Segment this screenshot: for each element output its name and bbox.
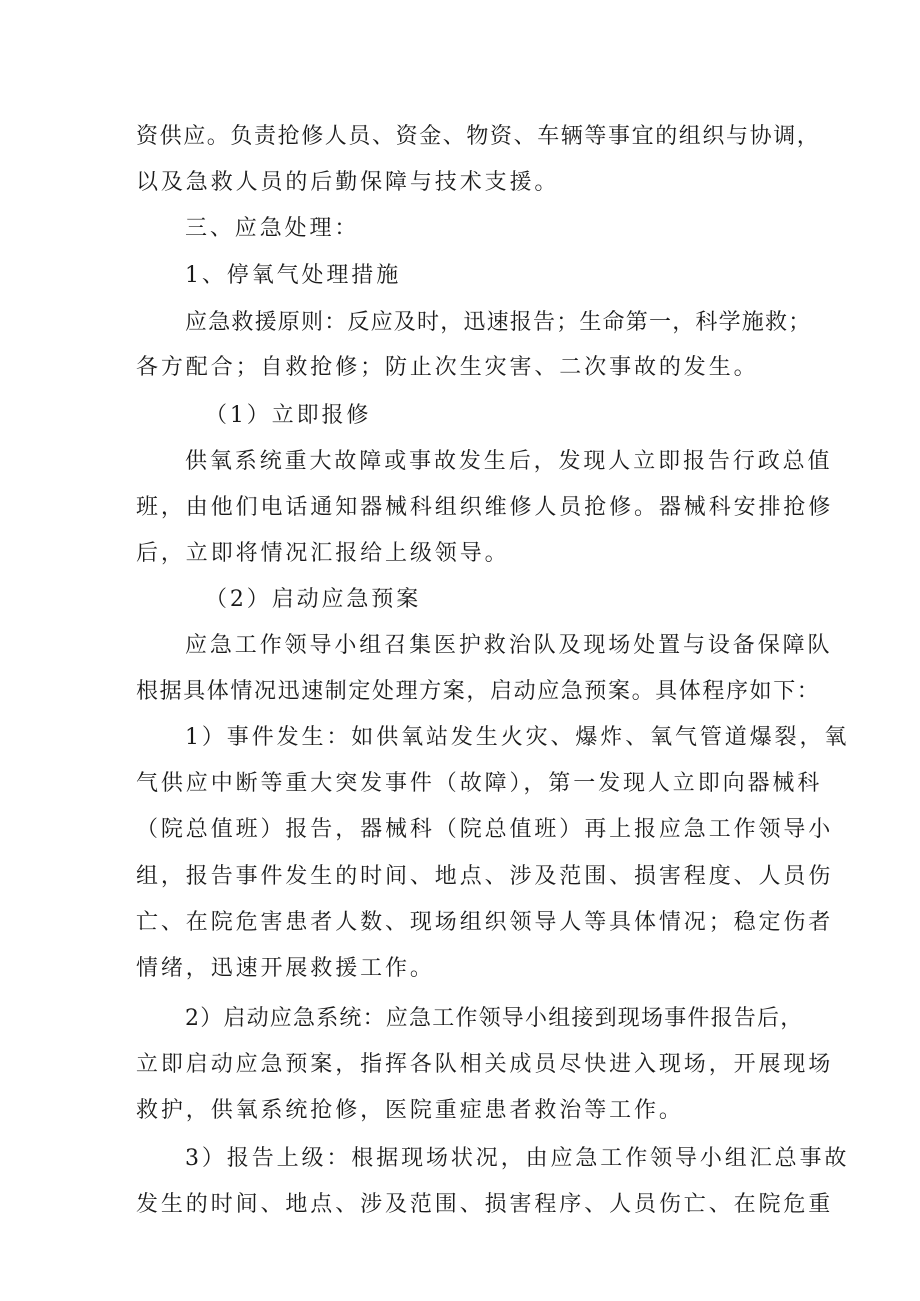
paragraph-line: 发生的时间、地点、涉及范围、损害程序、人员伤亡、在院危重 xyxy=(136,1192,834,1217)
paragraph-line: 1）事件发生：如供氧站发生火灾、爆炸、氧气管道爆裂，氧 xyxy=(185,725,850,750)
section-heading: 三、应急处理： xyxy=(185,216,360,241)
paragraph-line: 应急救援原则：反应及时，迅速报告；生命第一，科学施救； xyxy=(185,310,812,335)
paragraph-line: 立即启动应急预案，指挥各队相关成员尽快进入现场，开展现场 xyxy=(136,1052,834,1077)
paragraph-line: 班，由他们电话通知器械科组织维修人员抢修。器械科安排抢修 xyxy=(136,495,834,520)
item-heading: （1）立即报修 xyxy=(205,403,372,428)
paragraph-line: 组，报告事件发生的时间、地点、涉及范围、损害程度、人员伤 xyxy=(136,864,834,889)
paragraph-line: 应急工作领导小组召集医护救治队及现场处置与设备保障队 xyxy=(185,633,833,658)
paragraph-line: 亡、在院危害患者人数、现场组织领导人等具体情况；稳定伤者 xyxy=(136,910,834,935)
paragraph-line: 后，立即将情况汇报给上级领导。 xyxy=(136,541,510,566)
paragraph-line: 2）启动应急系统：应急工作领导小组接到现场事件报告后， xyxy=(185,1006,804,1031)
paragraph-line: 资供应。负责抢修人员、资金、物资、车辆等事宜的组织与协调， xyxy=(136,124,821,149)
paragraph-line: 供氧系统重大故障或事故发生后，发现人立即报告行政总值 xyxy=(185,449,833,474)
paragraph-line: 以及急救人员的后勤保障与技术支援。 xyxy=(136,170,560,195)
subsection-heading: 1、停氧气处理措施 xyxy=(185,263,402,288)
paragraph-line: 气供应中断等重大突发事件（故障），第一发现人立即向器械科 xyxy=(136,771,823,796)
paragraph-line: 救护，供氧系统抢修，医院重症患者救治等工作。 xyxy=(136,1098,684,1123)
paragraph-line: （院总值班）报告，器械科（院总值班）再上报应急工作领导小 xyxy=(136,817,834,842)
paragraph-line: 根据具体情况迅速制定处理方案，启动应急预案。具体程序如下： xyxy=(136,679,821,704)
item-heading: （2）启动应急预案 xyxy=(205,587,422,612)
paragraph-line: 3）报告上级：根据现场状况，由应急工作领导小组汇总事故 xyxy=(185,1146,850,1171)
paragraph-line: 各方配合；自救抢修；防止次生灾害、二次事故的发生。 xyxy=(136,355,759,380)
paragraph-line: 情绪，迅速开展救援工作。 xyxy=(136,956,435,981)
